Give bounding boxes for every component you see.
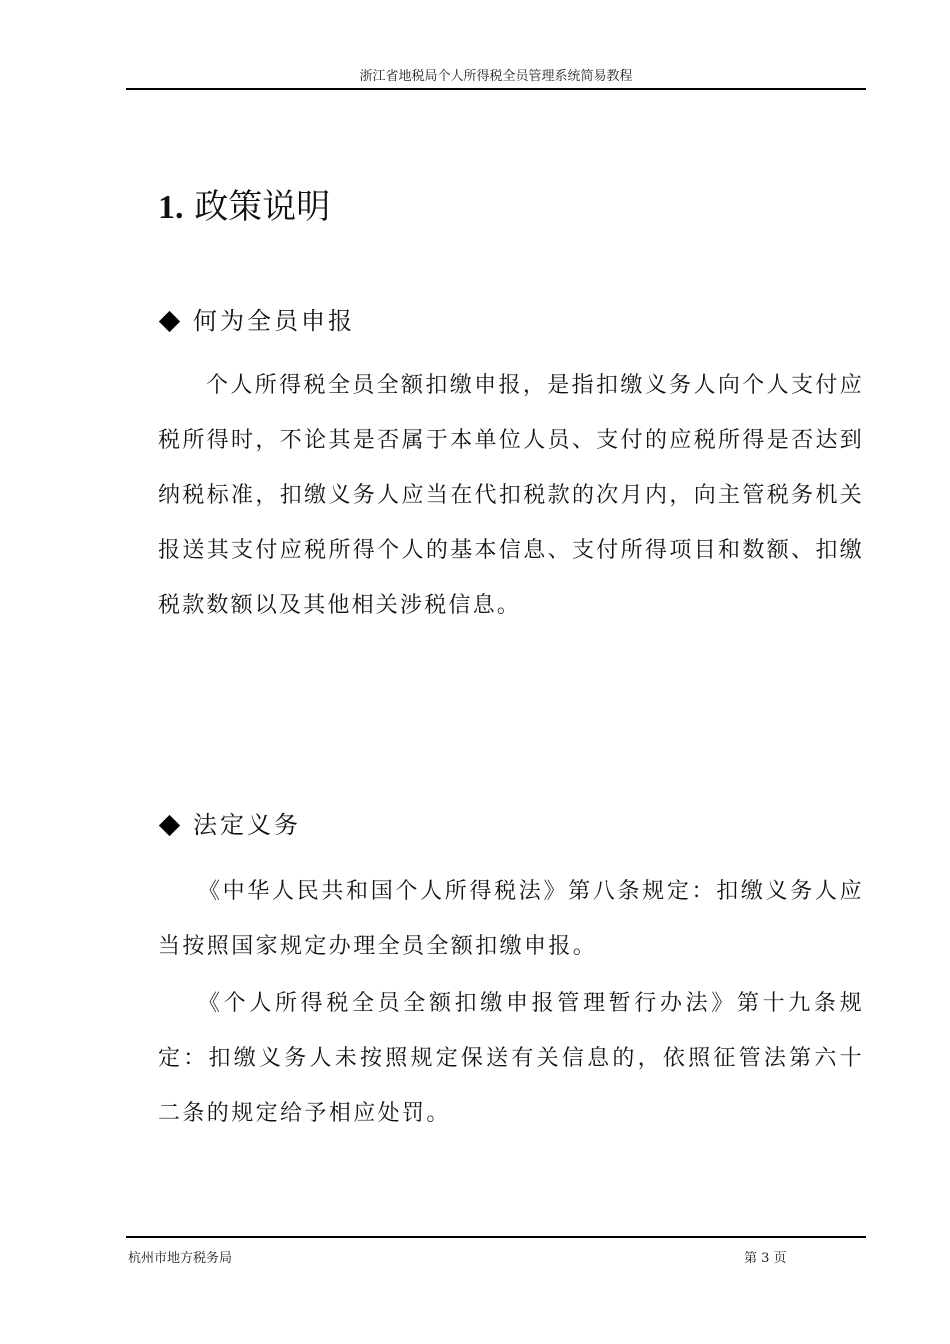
bullet-heading-text: 何为全员申报	[193, 307, 355, 335]
footer-divider	[126, 1236, 866, 1238]
bullet-heading-what-is-full-declaration	[158, 306, 355, 336]
header-divider	[126, 88, 866, 90]
paragraph-tax-law-article-8: 《中华人民共和国个人所得税法》第八条规定：扣缴义务人应当按照国家规定办理全员全额扣缴申报。	[158, 879, 864, 959]
section-title-text: 政策说明	[194, 187, 331, 227]
footer-organization: 杭州市地方税务局	[128, 1251, 233, 1266]
footer-page-number: 第 3 页	[744, 1251, 787, 1266]
bullet-heading-legal-obligation	[158, 810, 301, 840]
paragraph-definition: 个人所得税全员全额扣缴申报，是指扣缴义务人向个人支付应税所得时，不论其是否属于本单位人员、支付的应税所得是否达到纳税标准，扣缴义务人应当在代扣税款的次月内，向主管税务机关报送其支付应税所得个人的基本信息、支付所得项目和数额、扣缴税款数额以及其他相关涉税信息。	[158, 373, 864, 618]
page-header-title: 浙江省地税局个人所得税全员管理系统简易教程	[359, 69, 633, 84]
bullet-heading-text: 法定义务	[193, 811, 301, 839]
paragraph-measures-article-19: 《个人所得税全员全额扣缴申报管理暂行办法》第十九条规定：扣缴义务人未按照规定保送有关信息的，依照征管法第六十二条的规定给予相应处罚。	[158, 991, 864, 1126]
section-heading	[158, 184, 330, 231]
section-number: 1.	[158, 189, 184, 226]
diamond-bullet-icon	[159, 814, 180, 835]
diamond-bullet-icon	[159, 310, 180, 331]
